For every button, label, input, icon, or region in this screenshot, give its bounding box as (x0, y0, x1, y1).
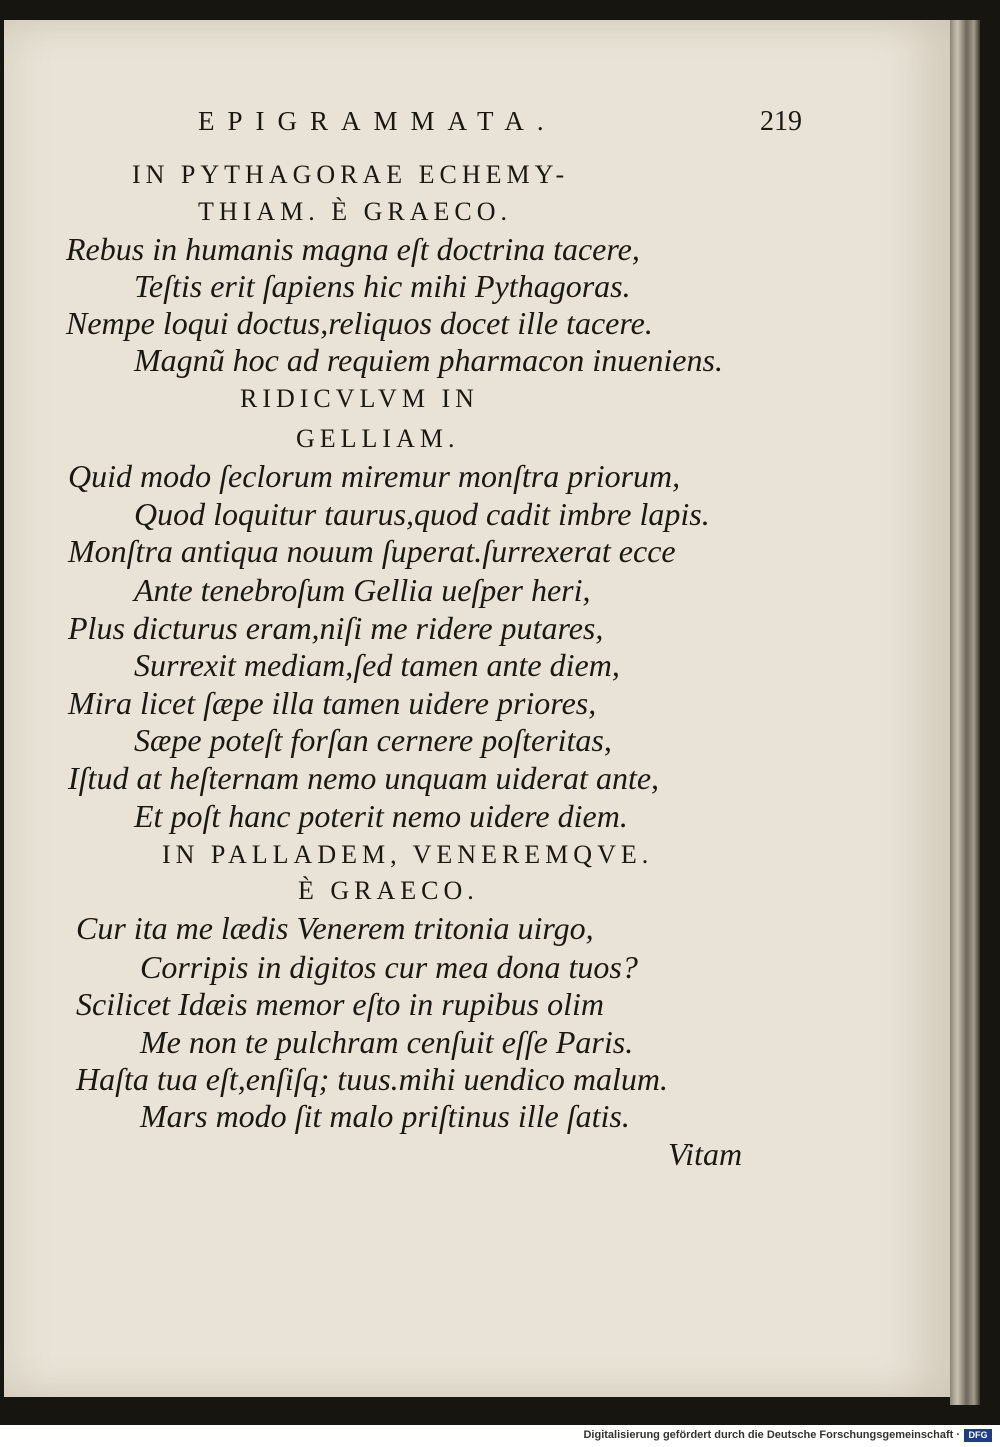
section-3-verse-1: Cur ita me lædis Venerem tritonia uirgo, (76, 910, 594, 946)
section-3-verse-6: Mars modo ſit malo priſtinus ille ſatis. (140, 1098, 630, 1134)
section-1-verse-3: Nempe loqui doctus,reliquos docet ille tacere. (66, 305, 653, 341)
section-2-verse-6: Surrexit mediam,ſed tamen ante diem, (134, 647, 620, 683)
footer-bar (0, 1425, 1000, 1447)
section-1-heading-line-2: THIAM. È GRAECO. (198, 197, 512, 226)
section-2-verse-7: Mira licet ſæpe illa tamen uidere priores, (68, 685, 597, 721)
section-3-heading-line-1: IN PALLADEM, VENEREMQVE. (162, 840, 654, 869)
section-3-verse-5: Haſta tua eſt,enſiſq; tuus.mihi uendico malum. (76, 1061, 668, 1097)
page-number: 219 (760, 106, 802, 137)
section-1-verse-2: Teſtis erit ſapiens hic mihi Pythagoras. (134, 268, 631, 304)
section-2-verse-5: Plus dicturus eram,niſi me ridere putares, (68, 610, 604, 646)
catchword: Vitam (668, 1136, 743, 1172)
section-3-heading-line-2: È GRAECO. (298, 876, 479, 905)
section-2-verse-1: Quid modo ſeclorum miremur monſtra priorum, (68, 458, 681, 494)
section-2-verse-2: Quod loquitur taurus,quod cadit imbre lapis. (134, 496, 710, 532)
section-2-verse-10: Et poſt hanc poterit nemo uidere diem. (134, 798, 628, 834)
section-1-verse-1: Rebus in humanis magna eſt doctrina tacere, (66, 231, 640, 267)
section-2-verse-9: Iſtud at heſternam nemo unquam uiderat ante, (68, 760, 660, 796)
section-3-verse-4: Me non te pulchram cenſuit eſſe Paris. (140, 1024, 634, 1060)
section-3-verse-2: Corripis in digitos cur mea dona tuos? (140, 949, 638, 985)
section-2-heading-line-2: GELLIAM. (296, 424, 460, 453)
section-2-verse-8: Sæpe poteſt forſan cernere poſteritas, (134, 722, 612, 758)
section-2-verse-3: Monſtra antiqua nouum ſuperat.ſurrexerat ecce (68, 533, 676, 569)
dfg-logo[interactable]: DFG (964, 1429, 992, 1442)
section-1-heading-line-1: IN PYTHAGORAE ECHEMY- (132, 160, 570, 189)
footer-credit: Digitalisierung gefördert durch die Deutsche Forschungsgemeinschaft · (583, 1429, 960, 1441)
section-2-heading-line-1: RIDICVLVM IN (240, 384, 479, 413)
running-head: EPIGRAMMATA. (198, 106, 557, 136)
section-3-verse-3: Scilicet Idæis memor eſto in rupibus olim (76, 986, 604, 1022)
section-1-verse-4: Magnũ hoc ad requiem pharmacon inueniens. (134, 342, 723, 378)
section-2-verse-4: Ante tenebroſum Gellia ueſper heri, (134, 572, 591, 608)
